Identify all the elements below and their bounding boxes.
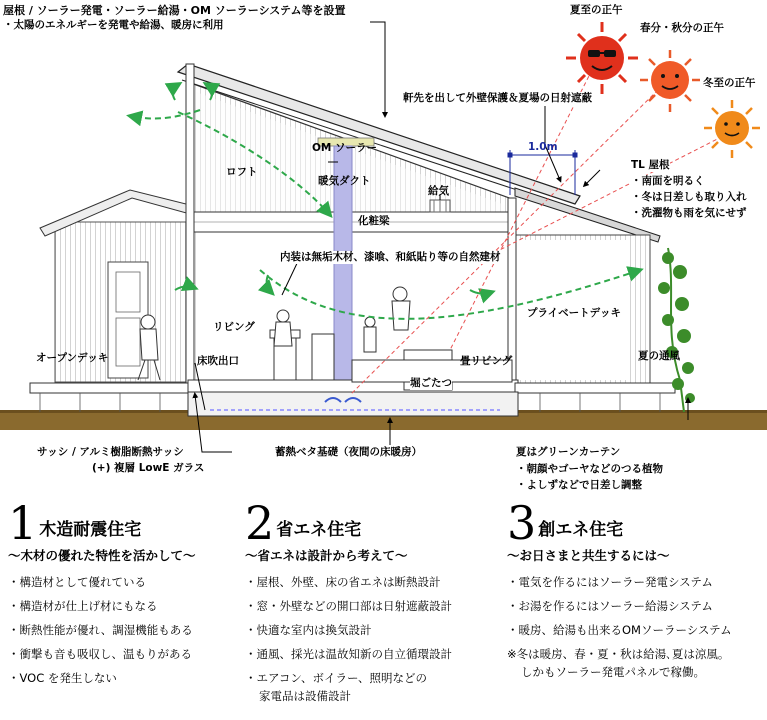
list-item: ・衝撃も音も吸収し、温もりがある (8, 647, 192, 661)
list-item: ・断熱性能が優れ、調湿機能もある (8, 623, 193, 637)
list-item: ・エアコン、ボイラー、照明などの (245, 671, 428, 685)
sun-summer-icon (566, 22, 638, 94)
open-deck (30, 383, 188, 393)
label-green-3: ・よしずなどで日差し調整 (516, 479, 642, 491)
label-sash-1: サッシ / アルミ樹脂断熱サッシ (37, 446, 184, 458)
section-energy-saving (245, 496, 500, 712)
label-sash-2: (+) 複層 LowE ガラス (92, 462, 205, 474)
list-item-continuation: 家電品は設備設計 (259, 689, 351, 703)
label-tl-3: ・洗濯物も雨を気にせず (631, 207, 747, 219)
label-tatami-living: 畳リビング (460, 355, 513, 367)
list-item: ・お湯を作るにはソーラー給湯システム (507, 599, 713, 613)
label-foundation: 蓄熱ベタ基礎（夜間の床暖房） (275, 446, 422, 458)
section-subtitle: ～お日さまと共生するには～ (507, 548, 670, 563)
section-title: 木造耐震住宅 (39, 520, 142, 540)
list-item-continuation: しかもソーラー発電パネルで稼働。 (521, 665, 705, 679)
list-item: ・窓・外壁などの開口部は日射遮蔽設計 (245, 599, 452, 613)
list-item: ・暖房、給湯も出来るOMソーラーシステム (507, 623, 732, 637)
section-list (245, 574, 500, 704)
label-green-1: 夏はグリーンカーテン (516, 446, 621, 458)
label-tl-2: ・冬は日差しも取り入れ (631, 191, 747, 203)
list-item: ・通風、採光は温故知新の自立循環設計 (245, 647, 452, 661)
label-duct: 暖気ダクト (318, 175, 371, 187)
label-supply: 給気 (428, 185, 449, 197)
label-loft: ロフト (226, 166, 258, 178)
thermal-foundation (188, 392, 518, 416)
section-wooden-house (8, 496, 263, 694)
label-beam: 化粧梁 (358, 215, 390, 227)
label-om-solar: OM ソーラー (312, 142, 378, 154)
label-top-title: 屋根 / ソーラー発電・ソーラー給湯・OM ソーラーシステム等を設置 (3, 4, 346, 17)
section-subtitle: ～省エネは設計から考えて～ (245, 548, 408, 563)
deck-right (515, 383, 675, 393)
list-item: ・快適な室内は換気設計 (245, 623, 372, 637)
label-green-2: ・朝顔やゴーヤなどのつる植物 (516, 463, 663, 475)
sun-equinox-icon (640, 50, 700, 112)
label-interior: 内装は無垢木材、漆喰、和紙貼り等の自然建材 (280, 251, 501, 263)
section-title: 省エネ住宅 (276, 520, 362, 540)
label-summer-breeze: 夏の通風 (638, 350, 680, 362)
list-item: ※冬は暖房、春・夏・秋は給湯､夏は涼風。 (507, 647, 730, 661)
label-equinox: 春分・秋分の正午 (640, 22, 724, 34)
section-number: 3 (507, 496, 537, 550)
label-tl-1: ・南面を明るく (631, 175, 705, 187)
sun-winter-icon (704, 100, 760, 158)
list-item: ・VOC を発生しない (8, 671, 117, 685)
label-tl-roof: TL 屋根 (631, 159, 670, 171)
list-item: ・構造材が仕上げ材にもなる (8, 599, 158, 613)
section-list (8, 574, 263, 686)
section-title: 創エネ住宅 (538, 520, 624, 540)
section-number: 2 (245, 496, 275, 550)
label-eaves: 軒先を出して外壁保護＆夏場の日射遮蔽 (403, 92, 592, 104)
list-item: ・屋根、外壁、床の省エネは断熱設計 (245, 575, 441, 589)
section-number: 1 (8, 496, 38, 550)
list-item: ・構造材として優れている (8, 575, 146, 589)
section-subtitle: ～木材の優れた特性を活かして～ (8, 548, 196, 563)
list-item: ・電気を作るにはソーラー発電システム (507, 575, 713, 589)
label-open-deck: オープンデッキ (36, 352, 109, 364)
label-living: リビング (213, 321, 255, 333)
section-list (507, 574, 762, 680)
label-floor-outlet: 床吹出口 (197, 355, 239, 367)
label-top-sub: ・太陽のエネルギーを発電や給湯、暖房に利用 (3, 19, 224, 31)
label-private-deck: プライベートデッキ (527, 307, 621, 319)
section-energy-creation (507, 496, 762, 688)
label-eave-depth: 1.0m (528, 141, 558, 153)
label-kotatsu: 堀ごたつ (410, 377, 452, 389)
label-winter-solstice: 冬至の正午 (703, 77, 756, 89)
label-summer-solstice: 夏至の正午 (570, 4, 623, 16)
